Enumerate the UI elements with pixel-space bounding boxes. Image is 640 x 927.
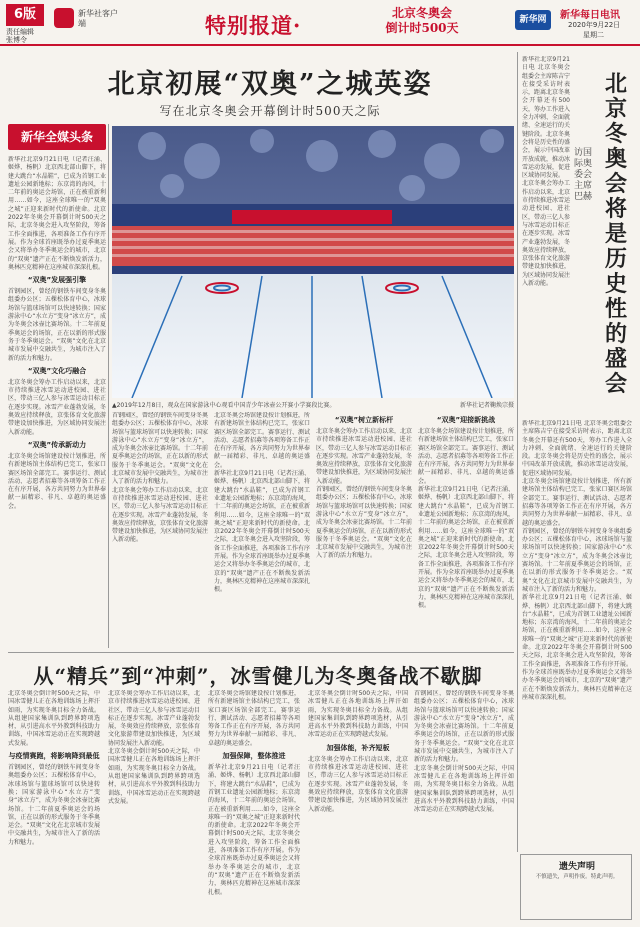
article-paragraph: 新华社北京9月21日电（记者汪涌、姬烨、杨帆）北京西北部山脚下，将建大跳台“水晶鞋”，已成为首钢工业遗址公园新地标；东京湾的海风，十二年前的奥运会场馆，正在被重新利用……如今，这座全球唯一的“双奥之城”正迎来新时代的新使命。北京2022年冬奥会开幕倒计时500天之际，北京冬奥会进入攻坚阶段，筹备工作全面推进，各项准备工作有序开展。作为全球首座既举办过夏季奥运会又将举办冬季奥运会的城市，北京的“双奥”遗产正在不断焕发新活力，奥林匹克精神在这座城市深深扎根。 [208, 764, 300, 896]
article-paragraph: 首钢园区，曾经的钢铁车间变身冬奥组委办公区；五棵松体育中心，冰球场馆与篮球场馆可以快速转换；国家游泳中心“水立方”变身“冰立方”，成为冬奥会冰壶比赛场馆。十二年前夏季奥运会的场馆，正在以新的形式服务于冬季奥运会。“双奥”文化在北京城市发展中交融共生，为城市注入了新的活力和魅力。 [8, 764, 100, 846]
article-paragraph: 北京冬奥会筹办工作启动以来，北京市持续推进冰雪运动进校园、进社区，带动三亿人参与冰雪运动目标正在逐步实现。冰雪产业蓬勃发展，冬奥效应持续释放，京张体育文化旅游带建设加快推进，为区域协同发展注入新动能。 [316, 428, 412, 485]
article-paragraph: 北京冬奥会筹办工作启动以来，北京市持续推进冰雪运动进校园、进社区，带动三亿人参与冰雪运动目标正在逐步实现。冰雪产业蓬勃发展，冬奥效应持续释放，京张体育文化旅游带建设加快推进，为区域协同发展注入新动能。 [308, 755, 408, 813]
right-column-text-top [522, 56, 570, 416]
section-divider [8, 652, 514, 653]
column-divider [108, 124, 109, 648]
article-paragraph: 北京冬奥会场馆建设按计划推进，所有新建场馆主体结构已完工，张家口赛区场馆全部完工。赛事运行、测试活动、志愿者招募等各项筹备工作正在有序开展，各方共同努力为世界奉献一届精彩、非凡、卓越的奥运盛会。 [522, 478, 632, 527]
arena-illustration [112, 126, 514, 398]
article-paragraph: 首钢园区，曾经的钢铁车间变身冬奥组委办公区；五棵松体育中心，冰球场馆与篮球场馆可以快速转换；国家游泳中心“水立方”变身“冰立方”，成为冬奥会冰壶比赛场馆。十二年前夏季奥运会的场馆，正在以新的形式服务于冬季奥运会。“双奥”文化在北京城市发展中交融共生，为城市注入了新的活力和魅力。 [522, 527, 632, 593]
article-paragraph: 北京冬奥会倒计时500天之际，中国冰雪健儿正在各地训练场上挥汗如雨，为实现冬奥目标全力备战。从组建国家集训队到跨界跨项选材，从引进高水平外教到科技助力训练，中国冰雪运动正在实现跨越式发展。 [8, 690, 100, 747]
special-subtitle-line1: 北京冬奥会 [391, 6, 452, 20]
bottom-column-2 [108, 690, 200, 922]
section-heading: “双奥”文化巧融合 [27, 366, 87, 375]
bottom-column-5 [414, 690, 514, 922]
special-report-subtitle [382, 6, 462, 36]
article-paragraph: 北京冬奥会场馆建设按计划推进，所有新建场馆主体结构已完工，张家口赛区场馆全部完工。赛事运行、测试活动、志愿者招募等各项筹备工作正在有序开展，各方共同努力为世界奉献一届精彩、非凡、卓越的奥运盛会。 [214, 412, 310, 469]
second-headline: 从“精兵”到“冲刺”，冰雪健儿为冬奥备战不歇脚 [33, 664, 483, 688]
main-headline: 北京初展“双奥”之城英姿 [107, 69, 433, 100]
notice-body: 不慎遗失，声明作废。特此声明。 [535, 874, 619, 880]
page-header [0, 0, 640, 46]
bottom-column-3 [208, 690, 300, 922]
article-column-2 [112, 412, 208, 648]
article-paragraph: 北京冬奥会倒计时500天之际，中国冰雪健儿正在各地训练场上挥汗如雨，为实现冬奥目标全力备战。从组建国家集训队到跨界跨项选材，从引进高水平外教到科技助力训练，中国冰雪运动正在实现跨越式发展。 [414, 764, 514, 814]
article-paragraph: 北京冬奥会场馆建设按计划推进，所有新建场馆主体结构已完工，张家口赛区场馆全部完工。赛事运行、测试活动、志愿者招募等各项筹备工作正在有序开展，各方共同努力为世界奉献一届精彩、非凡、卓越的奥运盛会。 [418, 428, 514, 485]
editor-name: 张博令 [6, 36, 27, 44]
article-paragraph: 北京冬奥会场馆建设按计划推进，所有新建场馆主体结构已完工，张家口赛区场馆全部完工。赛事运行、测试活动、志愿者招募等各项筹备工作正在有序开展，各方共同努力为世界奉献一届精彩、非凡、卓越的奥运盛会。 [8, 452, 106, 510]
section-heading: “双奥”树立新标杆 [334, 416, 394, 424]
article-paragraph: 首钢园区，曾经的钢铁车间变身冬奥组委办公区；五棵松体育中心，冰球场馆与篮球场馆可以快速转换；国家游泳中心“水立方”变身“冰立方”，成为冬奥会冰壶比赛场馆。十二年前夏季奥运会的场馆，正在以新的形式服务于冬季奥运会。“双奥”文化在北京城市发展中交融共生，为城市注入了新的活力和魅力。 [414, 690, 514, 764]
section-heading: “双奥”发展强引擎 [27, 276, 87, 285]
editor-label: 责任编辑 [6, 28, 34, 36]
article-paragraph: 首钢园区，曾经的钢铁车间变身冬奥组委办公区；五棵松体育中心，冰球场馆与篮球场馆可以快速转换；国家游泳中心“水立方”变身“冰立方”，成为冬奥会冰壶比赛场馆。十二年前夏季奥运会的场馆，正在以新的形式服务于冬季奥运会。“双奥”文化在北京城市发展中交融共生，为城市注入了新的活力和魅力。 [112, 412, 208, 486]
article-paragraph: 北京冬奥会倒计时500天之际，中国冰雪健儿正在各地训练场上挥汗如雨，为实现冬奥目标全力备战。从组建国家集训队到跨界跨项选材，从引进高水平外教到科技助力训练，中国冰雪运动正在实现跨越式发展。 [108, 748, 200, 805]
article-column-4 [316, 412, 412, 648]
section-heading: 加强保障，整体推进 [222, 752, 286, 761]
article-paragraph: 北京冬奥会倒计时500天之际，中国冰雪健儿正在各地训练场上挥汗如雨，为实现冬奥目标全力备战。从组建国家集训队到跨界跨项选材，从引进高水平外教到科技助力训练，中国冰雪运动正在实现跨越式发展。 [308, 690, 408, 739]
notice-title: 遗失声明 [558, 862, 595, 872]
article-paragraph: 新华社北京9月21日电（记者汪涌、姬烨、杨帆）北京西北部山脚下，将建大跳台“水晶鞋”，已成为首钢工业遗址公园新地标；东京湾的海风，十二年前的奥运会场馆，正在被重新利用……如今，这座全球唯一的“双奥之城”正迎来新时代的新使命。北京2022年冬奥会开幕倒计时500天之际，北京冬奥会进入攻坚阶段，筹备工作全面推进，各项准备工作有序开展。作为全球首座既举办过夏季奥运会又将举办冬季奥运会的城市，北京的“双奥”遗产正在不断焕发新活力，奥林匹克精神在这座城市深深扎根。 [418, 486, 514, 610]
article-paragraph: 首钢园区，曾经的钢铁车间变身冬奥组委办公区；五棵松体育中心，冰球场馆与篮球场馆可以快速转换；国家游泳中心“水立方”变身“冰立方”，成为冬奥会冰壶比赛场馆。十二年前夏季奥运会的场馆，正在以新的形式服务于冬季奥运会。“双奥”文化在北京城市发展中交融共生，为城市注入了新的活力和魅力。 [8, 288, 106, 362]
section-heading: 与疫情赛跑，将影响降到最低 [8, 752, 100, 761]
photo-caption: ▲2019年12月8日，观众在国家游泳中心观看中国青少年冰壶公开赛小学赛段比赛。 [112, 402, 336, 409]
section-label-tag: 新华全媒头条 [8, 124, 106, 150]
paper-date: 2020年9月22日 [568, 21, 621, 29]
right-column-text-bottom [522, 420, 632, 850]
xinhuanet-logo: 新华网 [515, 10, 551, 30]
article-paragraph: 新华社北京9月21日电 北京冬奥会组委会主席陈吉宁在接受采访时表示，距离北京冬奥会开幕还有500天，筹办工作进入全力冲刺、全面就绪、全速运行的关键阶段。北京冬奥会将是历史性的盛会，展示中国改革开放成就，推动冰雪运动发展，促进区域协同发展。 [522, 56, 570, 180]
article-paragraph: 北京冬奥会场馆建设按计划推进，所有新建场馆主体结构已完工，张家口赛区场馆全部完工。赛事运行、测试活动、志愿者招募等各项筹备工作正在有序开展，各方共同努力为世界奉献一届精彩、非凡、卓越的奥运盛会。 [208, 690, 300, 747]
article-column-3 [214, 412, 310, 648]
client-name: 新华社客户端 [78, 9, 118, 28]
article-paragraph: 新华社北京9月21日电（记者汪涌、姬烨、杨帆）北京西北部山脚下，将建大跳台“水晶鞋”，已成为首钢工业遗址公园新地标；东京湾的海风，十二年前的奥运会场馆，正在被重新利用……如今，这座全球唯一的“双奥之城”正迎来新时代的新使命。北京2022年冬奥会开幕倒计时500天之际，北京冬奥会进入攻坚阶段，筹备工作全面推进，各项准备工作有序开展。作为全球首座既举办过夏季奥运会又将举办冬季奥运会的城市，北京的“双奥”遗产正在不断焕发新活力，奥林匹克精神在这座城市深深扎根。 [522, 594, 632, 701]
page-number: 6版 [6, 4, 44, 26]
special-subtitle-line2: 倒计时500天 [385, 21, 459, 35]
article-paragraph: 新华社北京9月21日电（记者汪涌、姬烨、杨帆）北京西北部山脚下，将建大跳台“水晶鞋”，已成为首钢工业遗址公园新地标；东京湾的海风，十二年前的奥运会场馆，正在被重新利用……如今，这座全球唯一的“双奥之城”正迎来新时代的新使命。北京2022年冬奥会开幕倒计时500天之际，北京冬奥会进入攻坚阶段，筹备工作全面推进，各项准备工作有序开展。作为全球首座既举办过夏季奥运会又将举办冬季奥运会的城市，北京的“双奥”遗产正在不断焕发新活力，奥林匹克精神在这座城市深深扎根。 [8, 156, 106, 271]
column-divider [517, 52, 518, 852]
article-column-5 [418, 412, 514, 648]
section-heading: 加强体能，补齐短板 [326, 743, 390, 752]
right-headline: 北京冬奥会将是历史性的盛会 [604, 71, 627, 397]
special-report-title: 特别报道· [205, 13, 302, 38]
photo-caption-row [112, 400, 514, 409]
right-subhead: 访国际奥委会主席巴赫 [574, 148, 593, 202]
bottom-column-1 [8, 690, 100, 922]
article-column-1 [8, 156, 106, 648]
article-paragraph: 首钢园区，曾经的钢铁车间变身冬奥组委办公区；五棵松体育中心，冰球场馆与篮球场馆可以快速转换；国家游泳中心“水立方”变身“冰立方”，成为冬奥会冰壶比赛场馆。十二年前夏季奥运会的场馆，正在以新的形式服务于冬季奥运会。“双奥”文化在北京城市发展中交融共生，为城市注入了新的活力和魅力。 [316, 486, 412, 560]
paper-name: 新华每日电讯 [560, 10, 620, 21]
editor-info [6, 28, 46, 44]
main-subhead: 写在北京冬奥会开幕倒计时500天之际 [159, 104, 381, 118]
article-paragraph: 北京冬奥会筹办工作启动以来，北京市持续推进冰雪运动进校园、进社区，带动三亿人参与冰雪运动目标正在逐步实现。冰雪产业蓬勃发展，冬奥效应持续释放，京张体育文化旅游带建设加快推进，为区域协同发展注入新动能。 [8, 378, 106, 436]
bottom-column-4 [308, 690, 408, 922]
article-paragraph: 北京冬奥会筹办工作启动以来，北京市持续推进冰雪运动进校园、进社区，带动三亿人参与冰雪运动目标正在逐步实现。冰雪产业蓬勃发展，冬奥效应持续释放，京张体育文化旅游带建设加快推进，为区域协同发展注入新动能。 [108, 690, 200, 747]
lost-notice-box [520, 854, 632, 920]
section-heading: “双奥”迎接新挑战 [436, 416, 496, 424]
article-paragraph: 新华社北京9月21日电（记者汪涌、姬烨、杨帆）北京西北部山脚下，将建大跳台“水晶鞋”，已成为首钢工业遗址公园新地标；东京湾的海风，十二年前的奥运会场馆，正在被重新利用……如今，这座全球唯一的“双奥之城”正迎来新时代的新使命。北京2022年冬奥会开幕倒计时500天之际，北京冬奥会进入攻坚阶段，筹备工作全面推进，各项准备工作有序开展。作为全球首座既举办过夏季奥运会又将举办冬季奥运会的城市，北京的“双奥”遗产正在不断焕发新活力，奥林匹克精神在这座城市深深扎根。 [214, 470, 310, 594]
article-paragraph: 新华社北京9月21日电 北京冬奥会组委会主席陈吉宁在接受采访时表示，距离北京冬奥会开幕还有500天，筹办工作进入全力冲刺、全面就绪、全速运行的关键阶段。北京冬奥会将是历史性的盛会，展示中国改革开放成就，推动冰雪运动发展，促进区域协同发展。 [522, 420, 632, 477]
curling-arena-photo [112, 126, 514, 398]
photo-credit: 新华社记者鞠焕宗摄 [459, 402, 514, 409]
section-heading: “双奥”传承新动力 [27, 440, 87, 449]
xinhua-client-logo-icon [54, 8, 74, 28]
article-paragraph: 北京冬奥会筹办工作启动以来，北京市持续推进冰雪运动进校园、进社区，带动三亿人参与冰雪运动目标正在逐步实现。冰雪产业蓬勃发展，冬奥效应持续释放，京张体育文化旅游带建设加快推进，为区域协同发展注入新动能。 [522, 180, 570, 288]
paper-weekday: 星期二 [583, 31, 604, 39]
article-paragraph: 北京冬奥会筹办工作启动以来，北京市持续推进冰雪运动进校园、进社区，带动三亿人参与冰雪运动目标正在逐步实现。冰雪产业蓬勃发展，冬奥效应持续释放，京张体育文化旅游带建设加快推进，为区域协同发展注入新动能。 [112, 486, 208, 544]
